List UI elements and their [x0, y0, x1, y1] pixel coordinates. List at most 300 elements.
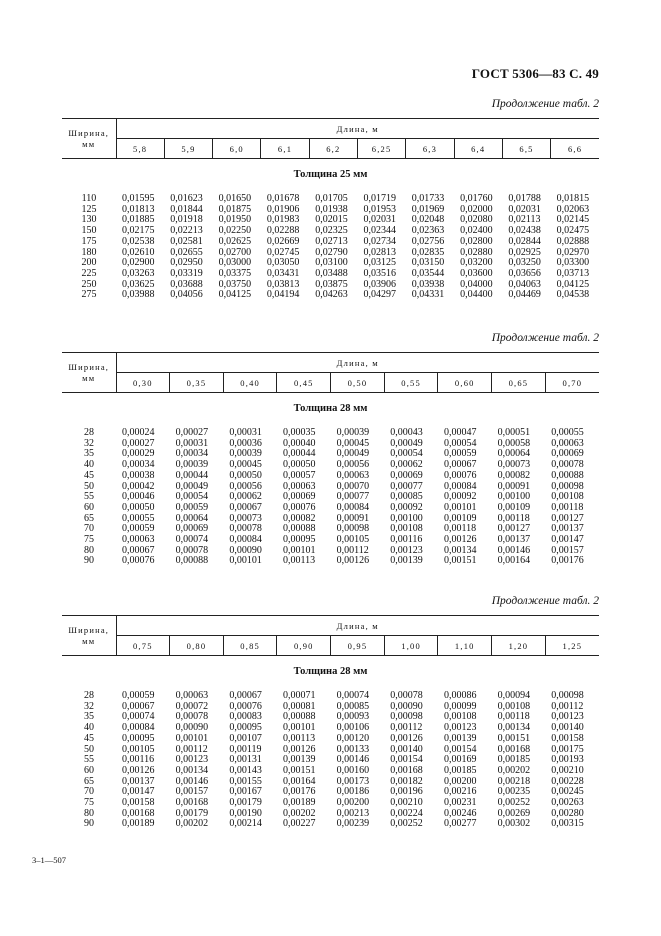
volume-cell: 0,00035 [282, 427, 316, 438]
volume-cell: 0,00059 [443, 448, 477, 460]
volume-cell: 0,00146 [497, 544, 531, 556]
length-column-header: 1,20 [492, 636, 546, 656]
volume-cell: 0,00078 [175, 711, 209, 723]
volume-cell: 0,00063 [336, 469, 370, 481]
volume-cell: 0,00098 [551, 480, 584, 492]
volume-cell: 0,00200 [336, 797, 370, 809]
volume-cell: 0,00127 [497, 523, 531, 535]
volume-cell: 0,00202 [282, 807, 316, 819]
length-column-header: 0,30 [116, 373, 170, 393]
length-column-header: 6,3 [406, 139, 454, 159]
volume-cell: 0,00139 [282, 754, 316, 766]
volume-cell: 0,04063 [508, 278, 541, 290]
length-column-header: 5,8 [116, 139, 164, 159]
volume-cell: 0,00213 [336, 807, 370, 819]
volume-cell: 0,02669 [266, 235, 300, 247]
volume-cell: 0,00126 [336, 555, 370, 567]
width-cell: 125 [81, 203, 97, 215]
width-cell: 250 [81, 278, 97, 290]
volume-cell: 0,00101 [229, 555, 262, 567]
volume-cell: 0,00098 [551, 690, 584, 701]
volume-cell: 0,00101 [282, 544, 316, 556]
volume-cell: 0,00137 [122, 775, 155, 787]
volume-cell: 0,00074 [336, 690, 370, 701]
width-cell: 55 [84, 754, 94, 766]
volume-cell: 0,01788 [508, 193, 541, 204]
volume-cell: 0,00113 [282, 732, 316, 744]
width-header-label: Ширина, [68, 127, 110, 138]
volume-cell: 0,00126 [390, 732, 423, 744]
volume-cell: 0,00036 [229, 437, 262, 449]
volume-cell: 0,03875 [315, 278, 348, 290]
volume-cell: 0,00077 [336, 491, 370, 503]
volume-cell: 0,00064 [175, 512, 209, 524]
volume-cell: 0,01623 [170, 193, 203, 204]
volume-cell: 0,00146 [175, 775, 209, 787]
volume-cell: 0,00164 [282, 775, 316, 787]
table-row [62, 734, 599, 745]
volume-cell: 0,00123 [390, 544, 423, 556]
volume-cell: 0,03200 [460, 257, 493, 269]
volume-cell: 0,02031 [508, 203, 541, 215]
volume-cell: 0,00169 [443, 754, 477, 766]
volume-cell: 0,00088 [282, 523, 316, 535]
table-thickness-25 [62, 118, 599, 301]
volume-cell: 0,00147 [122, 786, 155, 798]
volume-cell: 0,00173 [336, 775, 370, 787]
volume-cell: 0,00231 [443, 797, 477, 809]
volume-cell: 0,00074 [175, 534, 209, 546]
volume-cell: 0,00067 [122, 544, 155, 556]
length-column-header: 0,85 [223, 636, 277, 656]
volume-cell: 0,02250 [218, 225, 252, 237]
width-cell: 90 [84, 818, 94, 830]
volume-cell: 0,03906 [363, 278, 396, 290]
volume-cell: 0,00062 [390, 459, 423, 471]
volume-cell: 0,02900 [122, 257, 155, 269]
volume-cell: 0,00099 [443, 700, 477, 712]
length-column-header: 6,6 [551, 139, 599, 159]
volume-cell: 0,00054 [390, 448, 423, 460]
table-row [62, 819, 599, 830]
volume-cell: 0,00157 [175, 786, 209, 798]
width-header-label: Ширина, [68, 624, 110, 635]
width-header [62, 119, 116, 159]
volume-cell: 0,00049 [336, 448, 370, 460]
width-cell: 32 [84, 437, 94, 449]
volume-cell: 0,00157 [551, 544, 584, 556]
volume-cell: 0,00246 [443, 807, 477, 819]
volume-cell: 0,00040 [282, 437, 316, 449]
volume-cell: 0,00118 [497, 711, 530, 723]
volume-cell: 0,00082 [497, 469, 531, 481]
volume-cell: 0,00069 [282, 491, 316, 503]
volume-cell: 0,02950 [170, 257, 203, 269]
width-cell: 28 [84, 690, 94, 701]
width-cell: 45 [84, 732, 94, 744]
volume-cell: 0,00193 [551, 754, 584, 766]
length-column-header: 0,35 [170, 373, 224, 393]
width-cell: 35 [84, 711, 94, 723]
volume-cell: 0,00216 [443, 786, 477, 798]
width-cell: 150 [81, 225, 97, 237]
width-cell: 180 [81, 246, 97, 258]
table-thickness-28-a [62, 352, 599, 567]
volume-cell: 0,00076 [229, 700, 262, 712]
volume-cell: 0,03688 [170, 278, 203, 290]
volume-cell: 0,00151 [497, 732, 531, 744]
volume-cell: 0,02538 [122, 235, 155, 247]
volume-cell: 0,02015 [315, 214, 348, 226]
volume-cell: 0,00042 [122, 480, 155, 492]
volume-cell: 0,00027 [175, 427, 209, 438]
volume-cell: 0,00076 [443, 469, 477, 481]
length-column-header: 1,10 [438, 636, 492, 656]
volume-cell: 0,00263 [551, 797, 584, 809]
width-cell: 130 [81, 214, 97, 226]
volume-cell: 0,00067 [443, 459, 477, 471]
section-title: Толщина 28 мм [293, 402, 368, 414]
length-column-header: 0,90 [277, 636, 331, 656]
section-title: Толщина 28 мм [293, 665, 368, 677]
volume-cell: 0,00147 [551, 534, 584, 546]
volume-cell: 0,02970 [556, 246, 590, 258]
volume-cell: 0,00072 [175, 700, 209, 712]
volume-cell: 0,02438 [508, 225, 541, 237]
volume-cell: 0,00063 [175, 690, 209, 701]
volume-cell: 0,03544 [411, 267, 445, 279]
volume-cell: 0,00137 [497, 534, 531, 546]
width-cell: 65 [84, 775, 94, 787]
volume-cell: 0,00154 [443, 743, 477, 755]
volume-cell: 0,00116 [390, 534, 423, 546]
volume-cell: 0,00090 [175, 722, 209, 734]
volume-cell: 0,01595 [122, 193, 155, 204]
volume-cell: 0,03750 [218, 278, 252, 290]
volume-cell: 0,00054 [175, 491, 209, 503]
volume-cell: 0,00054 [443, 437, 477, 449]
volume-cell: 0,00077 [390, 480, 423, 492]
volume-cell: 0,01938 [315, 203, 348, 215]
volume-cell: 0,00131 [229, 754, 262, 766]
volume-cell: 0,00064 [497, 448, 531, 460]
volume-cell: 0,02080 [460, 214, 493, 226]
volume-cell: 0,02625 [218, 235, 252, 247]
width-cell: 65 [84, 512, 94, 524]
volume-cell: 0,00044 [175, 469, 209, 481]
volume-cell: 0,00126 [282, 743, 316, 755]
volume-cell: 0,00045 [336, 437, 370, 449]
volume-cell: 0,00084 [122, 722, 155, 734]
volume-cell: 0,00176 [551, 555, 584, 567]
volume-cell: 0,00078 [390, 690, 423, 701]
volume-cell: 0,00085 [390, 491, 423, 503]
width-cell: 35 [84, 448, 94, 460]
volume-cell: 0,00109 [497, 501, 531, 513]
volume-cell: 0,00056 [336, 459, 370, 471]
volume-cell: 0,00085 [336, 700, 370, 712]
page-header: ГОСТ 5306—83 С. 49 [471, 66, 599, 81]
volume-cell: 0,03625 [122, 278, 155, 290]
volume-cell: 0,00269 [497, 807, 531, 819]
length-column-header: 0,60 [438, 373, 492, 393]
volume-cell: 0,00123 [551, 711, 584, 723]
volume-cell: 0,00134 [175, 764, 209, 776]
volume-cell: 0,00158 [551, 732, 584, 744]
volume-cell: 0,01969 [411, 203, 445, 215]
volume-cell: 0,00143 [229, 764, 262, 776]
volume-cell: 0,01678 [266, 193, 300, 204]
volume-cell: 0,00123 [443, 722, 477, 734]
volume-cell: 0,00039 [175, 459, 209, 471]
volume-cell: 0,00168 [175, 797, 209, 809]
volume-cell: 0,02325 [315, 225, 348, 237]
volume-cell: 0,00094 [497, 690, 531, 701]
volume-cell: 0,00134 [497, 722, 531, 734]
width-cell: 60 [84, 501, 94, 513]
volume-cell: 0,00063 [282, 480, 316, 492]
volume-cell: 0,03319 [170, 267, 203, 279]
volume-cell: 0,02734 [363, 235, 396, 247]
volume-cell: 0,01813 [122, 203, 155, 215]
volume-cell: 0,00154 [390, 754, 423, 766]
length-column-header: 6,4 [454, 139, 502, 159]
volume-cell: 0,00140 [390, 743, 423, 755]
volume-cell: 0,00151 [282, 764, 316, 776]
volume-cell: 0,00059 [122, 523, 155, 535]
volume-cell: 0,01918 [170, 214, 203, 226]
volume-cell: 0,00078 [551, 459, 584, 471]
volume-cell: 0,02175 [122, 225, 155, 237]
length-column-header: 6,5 [502, 139, 550, 159]
volume-cell: 0,00078 [229, 523, 262, 535]
volume-cell: 0,00108 [443, 711, 477, 723]
volume-cell: 0,00168 [122, 807, 155, 819]
volume-cell: 0,00029 [122, 448, 155, 460]
volume-cell: 0,03263 [122, 267, 155, 279]
volume-cell: 0,00179 [229, 797, 262, 809]
length-column-header: 6,1 [261, 139, 309, 159]
volume-cell: 0,03431 [266, 267, 300, 279]
width-cell: 70 [84, 786, 94, 798]
volume-cell: 0,00167 [229, 786, 262, 798]
width-cell: 45 [84, 469, 94, 481]
volume-cell: 0,00280 [551, 807, 584, 819]
continuation-label-1: Продолжение табл. 2 [491, 98, 599, 110]
table-row [62, 471, 599, 482]
volume-cell: 0,01885 [122, 214, 155, 226]
volume-cell: 0,00088 [282, 711, 316, 723]
volume-cell: 0,00105 [336, 534, 370, 546]
volume-cell: 0,00069 [390, 469, 423, 481]
volume-cell: 0,00176 [282, 786, 316, 798]
volume-cell: 0,00116 [122, 754, 155, 766]
volume-cell: 0,03813 [266, 278, 300, 290]
volume-cell: 0,01719 [363, 193, 396, 204]
volume-cell: 0,00067 [229, 690, 262, 701]
volume-cell: 0,00126 [122, 764, 155, 776]
volume-cell: 0,00024 [122, 427, 155, 438]
table-row [62, 556, 599, 567]
length-column-header: 0,55 [384, 373, 438, 393]
volume-cell: 0,00112 [390, 722, 423, 734]
volume-cell: 0,01815 [556, 193, 590, 204]
volume-cell: 0,00112 [336, 544, 369, 556]
volume-cell: 0,02888 [556, 235, 590, 247]
volume-cell: 0,02713 [315, 235, 348, 247]
volume-cell: 0,03250 [508, 257, 541, 269]
volume-cell: 0,01760 [460, 193, 493, 204]
volume-cell: 0,00158 [122, 797, 155, 809]
volume-cell: 0,00073 [497, 459, 531, 471]
volume-cell: 0,00084 [336, 501, 370, 513]
volume-cell: 0,00088 [551, 469, 584, 481]
length-column-header: 0,45 [277, 373, 331, 393]
length-column-header: 1,00 [384, 636, 438, 656]
length-column-header: 6,25 [357, 139, 405, 159]
volume-cell: 0,00126 [443, 534, 477, 546]
volume-cell: 0,00108 [390, 523, 423, 535]
volume-cell: 0,01983 [266, 214, 300, 226]
volume-cell: 0,00050 [122, 501, 155, 513]
volume-cell: 0,03100 [315, 257, 348, 269]
volume-cell: 0,00228 [551, 775, 584, 787]
length-column-header: 0,95 [331, 636, 385, 656]
width-cell: 110 [81, 193, 97, 204]
volume-cell: 0,00168 [497, 743, 531, 755]
volume-cell: 0,00113 [282, 555, 316, 567]
volume-cell: 0,03600 [460, 267, 493, 279]
volume-cell: 0,04125 [218, 289, 252, 301]
volume-cell: 0,04000 [460, 278, 493, 290]
volume-cell: 0,00038 [122, 469, 155, 481]
volume-cell: 0,00083 [229, 711, 262, 723]
volume-cell: 0,02925 [508, 246, 541, 258]
volume-cell: 0,01953 [363, 203, 396, 215]
width-cell: 175 [81, 235, 97, 247]
volume-cell: 0,00105 [122, 743, 155, 755]
width-header [62, 616, 116, 656]
volume-cell: 0,00047 [443, 427, 477, 438]
volume-cell: 0,00086 [443, 690, 477, 701]
table-thickness-28-b [62, 615, 599, 830]
volume-cell: 0,00108 [551, 491, 584, 503]
volume-cell: 0,02610 [122, 246, 155, 258]
volume-cell: 0,00139 [443, 732, 477, 744]
volume-cell: 0,02288 [266, 225, 300, 237]
volume-cell: 0,04469 [508, 289, 541, 301]
length-column-header: 5,9 [164, 139, 212, 159]
volume-cell: 0,00067 [229, 501, 262, 513]
volume-cell: 0,00186 [336, 786, 370, 798]
length-column-header: 6,2 [309, 139, 357, 159]
volume-cell: 0,03000 [218, 257, 252, 269]
volume-cell: 0,00252 [497, 797, 531, 809]
volume-cell: 0,00245 [551, 786, 584, 798]
volume-cell: 0,00090 [229, 544, 262, 556]
volume-cell: 0,00315 [551, 818, 584, 830]
length-column-header: 0,80 [170, 636, 224, 656]
length-column-header: 0,70 [545, 373, 599, 393]
volume-cell: 0,00302 [497, 818, 531, 830]
width-header-unit: мм [82, 372, 96, 383]
volume-cell: 0,00098 [390, 711, 423, 723]
volume-cell: 0,00182 [390, 775, 423, 787]
continuation-label-2: Продолжение табл. 2 [491, 332, 599, 344]
volume-cell: 0,00095 [282, 534, 316, 546]
volume-cell: 0,00235 [497, 786, 531, 798]
volume-cell: 0,00049 [390, 437, 423, 449]
volume-cell: 0,03713 [556, 267, 590, 279]
volume-cell: 0,00027 [122, 437, 155, 449]
width-header-unit: мм [82, 635, 96, 646]
volume-cell: 0,00070 [336, 480, 370, 492]
volume-cell: 0,00109 [443, 512, 477, 524]
volume-cell: 0,00031 [229, 427, 262, 438]
volume-cell: 0,00098 [336, 523, 370, 535]
table-row [62, 290, 599, 301]
volume-cell: 0,00063 [122, 534, 155, 546]
width-header-unit: мм [82, 138, 96, 149]
volume-cell: 0,04056 [170, 289, 203, 301]
volume-cell: 0,00239 [336, 818, 370, 830]
length-column-header: 0,40 [223, 373, 277, 393]
volume-cell: 0,00119 [229, 743, 262, 755]
volume-cell: 0,00277 [443, 818, 477, 830]
length-group-header: Длина, м [116, 616, 599, 636]
volume-cell: 0,00055 [551, 427, 584, 438]
volume-cell: 0,02880 [460, 246, 493, 258]
volume-cell: 0,00168 [390, 764, 423, 776]
width-cell: 50 [84, 480, 94, 492]
volume-cell: 0,00063 [551, 437, 584, 449]
volume-cell: 0,00058 [497, 437, 531, 449]
volume-cell: 0,00100 [390, 512, 423, 524]
volume-cell: 0,00088 [175, 555, 209, 567]
volume-cell: 0,02213 [170, 225, 203, 237]
volume-cell: 0,02835 [411, 246, 445, 258]
volume-cell: 0,00227 [282, 818, 316, 830]
volume-cell: 0,02790 [315, 246, 348, 258]
section-title: Толщина 25 мм [293, 168, 368, 180]
volume-cell: 0,00200 [443, 775, 477, 787]
volume-cell: 0,00091 [497, 480, 531, 492]
volume-cell: 0,00059 [122, 690, 155, 701]
volume-cell: 0,00055 [122, 512, 155, 524]
volume-cell: 0,02700 [218, 246, 252, 258]
volume-cell: 0,02145 [556, 214, 590, 226]
volume-cell: 0,02745 [266, 246, 300, 258]
width-cell: 90 [84, 555, 94, 567]
volume-cell: 0,02363 [411, 225, 445, 237]
volume-cell: 0,00069 [551, 448, 584, 460]
volume-cell: 0,00118 [497, 512, 530, 524]
width-header-label: Ширина, [68, 361, 110, 372]
volume-cell: 0,00076 [122, 555, 155, 567]
volume-cell: 0,00100 [497, 491, 531, 503]
volume-cell: 0,00031 [175, 437, 209, 449]
volume-cell: 0,01906 [266, 203, 300, 215]
volume-cell: 0,01650 [218, 193, 252, 204]
volume-cell: 0,00214 [229, 818, 262, 830]
volume-cell: 0,00034 [175, 448, 209, 460]
width-cell: 80 [84, 807, 94, 819]
volume-cell: 0,00107 [229, 732, 262, 744]
volume-cell: 0,02581 [170, 235, 203, 247]
volume-cell: 0,00123 [175, 754, 209, 766]
volume-cell: 0,04297 [363, 289, 396, 301]
volume-cell: 0,00210 [390, 797, 423, 809]
